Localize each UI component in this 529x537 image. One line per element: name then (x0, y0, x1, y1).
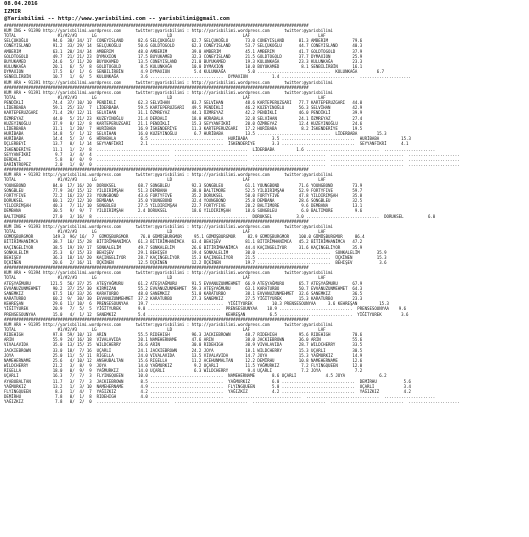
race-block (0, 23, 529, 85)
race-line: BEHIŞEV 36.3 18/ 14/ 20 KAÇINGELİYOR 28.7 KAÇINGELİYOR 15.3 KAÇINGELİYOR 21.5 .............................. ÜÇKİNEN 15.3 (4, 254, 387, 260)
race-line: KARATURBO 60.2 9/ 30/ 30 EVVANUZUNMEHMET 37.2 KARATURBO 27.3 SANEMKIZ 27.5 YİĞİTYUREK 15.3 KARATURBO 23.3 (4, 296, 363, 302)
race-line: BALTIMORE 27.0 3/ 16/ 8 .............................. .............................. DORUKSEL 3.0 .............................. DORUKSEL 6.0 (4, 213, 436, 219)
race-line: YILDIRIMŞAH 40.3 7/ 11/ 10 SONGBLEU 27.5 YILDIRIMŞAH 22.7 FORTYFIVE 20.2 BALTIMORE 9.6 DEMBANA 13.1 (4, 203, 363, 209)
race-line: RIGELLA 18.0 0/ 9/ 9 YAĞMURKIZ 14.0 UÇARLI 6.3 WILDCHERRY 9.4 UÇARLI 7.2 JOYA 7.2 (4, 368, 363, 374)
race-line: HURİBABA 14.8 5/ 1/ 12 SELVİHAN 16.0 KUZEYINOĞLU 6.7 HURİBABA 13.5 .............................. LİDERBABA 15.3 (4, 131, 387, 137)
race-line: İSKENDERİYE 11.1 1/ 2/ 8 .............................. .............................. LİDERBABA 1.6 .............................. ..................... (4, 146, 436, 152)
race-block (0, 219, 529, 265)
race-line: FORTYFIVE 72.2 16/ 23/ 23 YOUNGBOND 43.6 FORTYFIVE 35.2 DORUKSEL 50.0 FORTYFIVE 47.8 YILDIRIMŞAH 35.8 (4, 192, 363, 198)
race-line: YİĞİTYUREK 20.9 7/ 5/ 5 YİĞİTYUREK 9.8 .............................. PRENSESOUNYAA 18.9 .............................. PRENSESOUNYAA 9.6 (4, 306, 407, 312)
document-city: IZMIR (4, 8, 21, 15)
race-line: RIDEHIGH 97.8 59/ 10/ 13 ARIN 55.5 RIDEHIGH 96.3 JACKIEBROWN 48.7 RIDEHIGH 95.6 RIDEHIGH 70.6 (4, 332, 363, 338)
race-line: KUM ARA • 91394 http://yarisbilimi.wordpress.com twitter:@yarisbilimi : http://yarisbilimi.wordpress.com twitter:@yarisbilimi (4, 270, 333, 276)
race-block (0, 167, 529, 219)
race-line: SONKALELİM 35.3 6/ 15/ 33 BEHIŞEV 29.1 BEHIŞEV 19.4 SONKALELİM 30.0 .............................. SONKALELİM 35.9 (4, 249, 387, 255)
race-block (0, 265, 529, 317)
race-line: AMBERIM 63.1 20/ 24/ 34 AMBERIM 48.0 AMBERIM 39.0 AMBERIM 45.1 AMBERIM 41.7 GOLDTOGOLD 37.9 (4, 48, 363, 54)
race-line: KEHREŞAN 29.6 11/ 10/ 6 PRENSESOUNYAA 19.7 .............................. YİĞİTYUREK 10.3 PRENSESOUNYAA 3.6 KEHREŞAN 15.3 (4, 301, 389, 307)
race-line: YAĞIZKIZ 7.8 0/ 2/ 0 .............................. .............................. .............................. .............................. ..................... (4, 399, 460, 405)
race-line: GÜMÜŞBURGMOR 149.3 96/ 16/ 7 GÜMÜŞBURGMOR 76.0 GÜMÜŞBURGMOR 95.1 GÜMÜŞBURGMOR 82.9 GÜMÜŞBURGMOR 100.0 GÜMÜŞBURGMOR 86.4 (4, 234, 365, 240)
race-line: SONGBLEU 77.9 34/ 15/ 12 YILDIRIMŞAH 51.3 DEMBANA 38.0 BALTIMORE 52.5 YILDIRIMŞAH 52.9 FORTYFIVE 59.7 (4, 187, 363, 193)
race-line: KUM ARA • 91395 http://yarisbilimi.wordpress.com twitter:@yarisbilimi : http://yarisbilimi.wordpress.com twitter:@yarisbilimi (4, 321, 333, 327)
race-line: SENBILİRBİN 10.7 1/ 6/ 5 KULUNKAĞA 3.6 .............................. DYMAXION 1.4 .............................. ..................... (4, 74, 411, 80)
race-line: KUM ARA • 91391 http://yarisbilimi.wordpress.com twitter:@yarisbilimi : http://yarisbilimi.wordpress.com twitter:@yarisbilimi (4, 89, 333, 95)
race-line: KARTEPERUZGARI 71.4 29/ 12/ 11 SELVİHAN 31.1 ÖZMREYAZ 44.1 ÖZMREYAZ 42.2 PENDİKLİ 46.0 PENDİKLİ 39.9 (4, 110, 363, 116)
race-line: TOTAL #1/#2/#3 LG LD LAF LAF (4, 275, 326, 281)
race-line: DEMİRHU 7.8 0/ 1/ 8 RIDEHIGH 4.0 .............................. .............................. .............................. ..................... (4, 394, 436, 400)
race-line: EVVANUZUNMEHMET 90.2 37/ 25/ 30 KIRMIZAN 55.2 EVVANUZUNMEHMET 59.3 ATEŞYAĞMURU 63.1 KARATURBO 50.7 EVVANUZUNMEHMET 64.3 (4, 285, 363, 291)
race-line: ÖZMREYAZ 44.0 5/ 21/ 23 KUZEYINOĞLU 21.4 DERDALİ 18.0 HÜRABALA 32.8 SELVİHAN 24.1 ÖZMREYAZ 27.4 (4, 115, 363, 121)
race-line: DERDALİ 5.8 0/ 0/ 9 .............................. .............................. .............................. .............................. ..................... (4, 156, 460, 162)
race-line: ############################################################################################################################# (4, 218, 309, 224)
race-line: PRENSESOUNYAA 15.0 4/ 1/ 12 SANEMKIZ 5.4 .............................. KEHREŞAN 6.5 .............................. YİĞİTYUREK 3.6 (4, 311, 409, 317)
race-line: KUZEYINOĞLU 37.9 8/ 12/ 8 KARTEPERUZGARI 21.1 PENDİKLİ 15.3 SEYYANFİKRİ 20.0 ÖZMREYAZ 12.4 KUZEYINOĞLU 24.6 (4, 120, 363, 126)
race-line: CONEYISLAND 91.2 33/ 29/ 14 SELÇUKOĞLU 50.6 GOLDTOGOLD 62.3 CONEYISLAND 53.7 SELÇUKOĞLU 44.7 CONEYISLAND 40.3 (4, 43, 363, 49)
race-line: KULUNKAĞA 20.1 6/ 5/ 8 GOLDTOGOLD 8.5 KULUNKAĞA 10.0 DYMAXION 10.0 BUYUKAMED 8.1 SENBILİRBİN 16.1 (4, 64, 363, 70)
race-line: ############################################################################################################################# (4, 22, 309, 28)
race-line: TOTAL #1/#2/#3 LG LD LAF LAF (4, 229, 326, 235)
race-line: ############################################################################################################################# (4, 84, 309, 90)
race-line: YAĞMURKIZ 13.2 1/ 3/ 10 NAMEHERNAME 4.9 .............................. FLYINGQUEEN 5.0 .............................. UÇARLI 3.4 (4, 383, 411, 389)
race-line: TOTAL #1/#2/#3 LG LD LAF LAF (4, 33, 326, 39)
race-line: ARIN 55.9 24/ 16/ 18 VIVALAVIDA 20.1 NAMEHERNAME 47.6 ARIN 38.0 JACKIEBROWN 36.0 ARIN 55.6 (4, 337, 363, 343)
race-line: FLYINGQUEEN 8.3 1/ 4/ 7 YAĞIZKIZ 4.2 .............................. YAĞIZKIZ 4.2 .............................. YAĞIZKIZ 4.2 (4, 388, 411, 394)
race-line: KUM ARA • 91391 http://yarisbilimi.wordpress.com twitter:@yarisbilimi : http://yarisbilimi.wordpress.com twitter:@yarisbilimi (4, 79, 333, 85)
race-line: ÜÇLERBEYİ 13.7 0/ 1/ 14 SEYYANFİKRİ 2.1 .............................. İSKENDERİYE 3.3 .............................. SEYYANFİKRİ 4.1 (4, 141, 409, 147)
document-contact-line: @Yarisbilimi -- http://www.yarisbilimi.com -- yarisbilimi@gmail.com (4, 16, 230, 23)
race-line: VIVALAVIDA 35.0 13/ 15/ 15 WILDCHERRY 26.6 ARIN 30.0 RIDEHIGH 30.9 VIVALAVIDA 28.7 WILDCHERRY 33.5 (4, 342, 363, 348)
race-line: TOTAL #1/#2/#3 LG LD LAF LAF (4, 327, 326, 332)
race-line: SELÇUKOĞLU 94.6 38/ 34/ 17 CONEYISLAND 82.6 SELÇUKOĞLU 62.7 SELÇUKOĞLU 73.0 CONEYISLAND 81.3 AMBERIM 79.6 (4, 38, 363, 44)
race-line: HURİBABA 14.4 5/ 3/ 6 HÜRABALA 6.5 .............................. HURİBABA 3.5 .............................. HURİBABA 15.3 (4, 136, 411, 142)
race-line: ############################################################################################################################# (4, 167, 309, 173)
race-line: WILDCHERRY 21.2 3/ 8/ 9 JOYA 14.0 YAĞMURKIZ 9.2 UÇARLI 11.5 YAĞMURKIZ 7.2 FLYINGQUEEN 12.0 (4, 363, 363, 369)
race-blocks (0, 23, 529, 405)
race-line: ############################################################################################################################# (4, 316, 309, 322)
race-line: ATEŞYAĞMURU 121.5 56/ 37/ 25 ATEŞYAĞMURU 61.2 ATEŞYAĞMURU 91.5 EVVANUZUNMEHMET 66.9 ATEŞYAĞMURU 65.7 ATEŞYAĞMURU 67.9 (4, 280, 363, 286)
race-block (0, 85, 529, 168)
race-line: TOTAL #1/#2/#3 LG LD LAF LAF (4, 94, 326, 100)
race-line: DARİNTROPEZ 2.0 1/ 0/ 0 .............................. .............................. .............................. .............................. ..................... (4, 162, 460, 167)
race-line: BUYUKAMED 24.6 5/ 11/ 20 BUYUKAMED 13.5 CONEYISLAND 21.0 BUYUKAMED 19.3 KULUNKAĞA 23.3 KULUNKAĞA 23.3 (4, 58, 363, 64)
race-line: KAÇINGELİYOR 38.5 19/ 19/ 17 SONKALELİM 49.7 SONKALELİM 26.6 BİTİRİMHANİMCA 44.4 KAÇINGELİYOR 31.6 KAÇINGELİYOR 35.9 (4, 244, 363, 250)
race-line: DEMBANA 30.5 9/ 9/ 7 YILDIRIMŞAH 2.4 DORUKSEL 18.6 YILDIRIMŞAH 18.6 SONGBLEU 6.0 BALTIMORE 9.6 (4, 208, 363, 214)
race-line: SANEMKIZ 67.5 16/ 33/ 26 KARATURBO 48.0 SANEMKIZ 51.0 KARATURBO 38.1 EVVANUZUNMEHMET 32.6 SANEMKIZ 36.5 (4, 290, 363, 296)
race-line: DORUKSEL 60.1 22/ 12/ 10 DEMBANA 35.0 YOUNGBOND 32.4 YOUNGBOND 25.8 DEMBANA 28.6 SONGBLEU 32.5 (4, 198, 363, 204)
race-block (0, 317, 529, 405)
race-line: UÇARLI 16.3 7/ 7/ 3 FLYINGQUEEN 10.0 .............................. NAMEHERNAME 8.6 UÇARLI 4.5 JOYA 6.2 (4, 373, 387, 379)
race-line: KUM ING • 91390 http://yarisbilimi.wordpress.com twitter:@yarisbilimi : http://yarisbilimi.wordpress.com twitter:@yarisbilimi (4, 27, 333, 33)
document-date: 08.04.2016 (4, 1, 38, 7)
race-line: TOTAL #1/#2/#3 LG LD LAF LAF (4, 177, 326, 183)
race-line: YOUNGBOND 84.0 17/ 16/ 20 DORUKSEL 68.7 SONGBLEU 92.3 SONGBLEU 61.1 YOUNGBOND 71.6 YOUNGBOND 73.9 (4, 182, 363, 188)
race-line: PENDİKLİ 74.4 37/ 10/ 10 PENDİKLİ 62.3 SELVİHAN 83.7 SELVİHAN 48.6 KARTEPERUZGARI 77.7 KARTEPERUZGARI 44.0 (4, 100, 363, 106)
race-line: GOLDTOGOLD 49.7 21/ 21/ 23 DYMAXION 17.5 BUYUKAMED 32.3 CONEYISLAND 21.5 GOLDTOGOLD 37.7 DYMAXION 25.9 (4, 53, 363, 59)
race-line: SEYYANFİKRİ 9.7 3/ 4/ 4 .............................. .............................. .............................. .............................. ..................... (4, 151, 460, 157)
race-line: NAMEHERNAME 25.6 4/ 10/ 12 ANSHUBALTAN 15.6 RIGELLA 11.2 ACEHUNMALTAN 12.2 DEMİRHU 10.8 NAMEHERNAME 12.6 (4, 357, 363, 363)
race-line: KUM ARA • 91392 http://yarisbilimi.wordpress.com twitter:@yarisbilimi : http://yarisbilimi.wordpress.com twitter:@yarisbilimi (4, 172, 333, 178)
race-line: ############################################################################################################################# (4, 265, 309, 271)
race-line: KUM ING • 91393 http://yarisbilimi.wordpress.com twitter:@yarisbilimi : http://yarisbilimi.wordpress.com twitter:@yarisbilimi (4, 223, 333, 229)
race-line: JOYA 25.0 11/ 5/ 11 RIGELLA 24.0 VIVALAVIDA 13.5 VIVALAVIDA 14.7 JOYA 15.3 YAĞMURKIZ 14.9 (4, 352, 363, 358)
race-line: LİDERBABA 31.1 1/ 20/ 7 HURİBABA 16.9 İSKENDERİYE 11.3 KARTEPERUZGARI 17.2 HURİBABA 8.2 İSKENDERİYE 19.5 (4, 125, 363, 131)
race-line: LİDERBABA 59.1 25/ 33/ 7 LİDERBABA 59.5 KARTEPERUZGARI 49.5 PENDİKLİ 46.2 KUZEYINOĞLU 56.3 SELVİHAN 42.9 (4, 105, 363, 111)
race-line: BİTİRİMHANİMCA 38.7 16/ 15/ 28 BİTİRİMHANİMCA 61.3 BİTİRİMHANİMCA 63.4 BEHIŞEV 81.1 BİTİRİMHANİMCA 45.2 BİTİRİMHANİMCA 47.2 (4, 239, 363, 245)
race-line: JACKIEBROWN 33.0 18/ 7/ 16 UÇARLI 24.1 JACKIEBROWN 24.2 JOYA 18.1 WILDCHERRY 15.3 UÇARLI 30.5 (4, 347, 363, 353)
race-line: DYMAXION 17.5 6/ 1/ 6 SENBILİRBİN 4.9 DYMAXION 5.4 KULUNKAĞA 5.0 .............................. KULUNKAĞA 6.7 (4, 69, 385, 75)
race-line: ÜÇKİNEN 20.6 2/ 16/ 11 ÜÇKİNEN 12.5 ÜÇKİNEN 12.2 ÜÇKİNEN 19.7 .............................. BEHIŞEV 3.6 (4, 259, 387, 265)
race-line: AYABUBALTAN 11.7 3/ 7/ 3 JACKIEBROWN 8.5 .............................. YAĞMURKIZ 6.0 .............................. DEMİRHU 5.6 (4, 378, 411, 384)
